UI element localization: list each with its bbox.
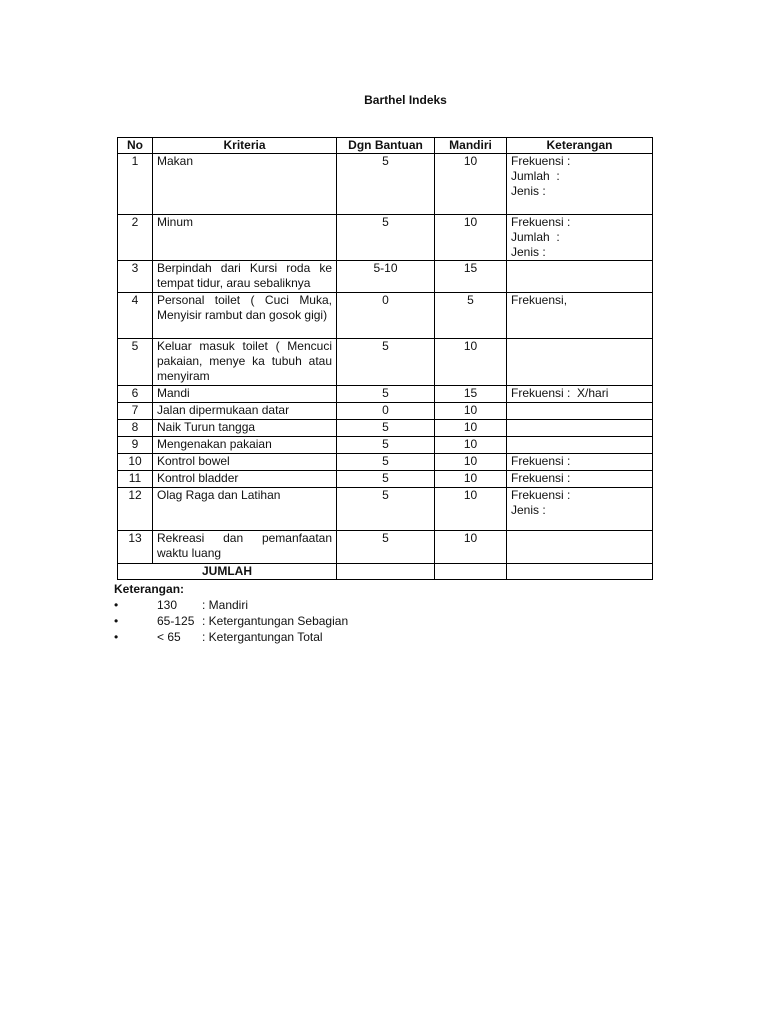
table-row	[118, 215, 653, 261]
row-dgn-bantuan: 5	[337, 386, 435, 403]
total-mandiri-cell	[435, 564, 507, 580]
keterangan-line: Frekuensi,	[511, 293, 568, 307]
legend-description: : Mandiri	[202, 598, 249, 612]
document-title: Barthel Indeks	[364, 93, 447, 107]
legend-range: 65-125	[157, 614, 195, 628]
row-number: 5	[118, 339, 153, 386]
row-keterangan	[507, 386, 653, 403]
row-kriteria: Personal toilet ( Cuci Muka, Menyisir rambut dan gosok gigi)	[153, 293, 337, 339]
row-dgn-bantuan: 5	[337, 471, 435, 488]
row-keterangan	[507, 488, 653, 531]
row-keterangan	[507, 454, 653, 471]
keterangan-line: Frekuensi :	[511, 471, 571, 485]
barthel-index-table	[117, 137, 653, 580]
row-mandiri: 15	[435, 261, 507, 293]
row-keterangan	[507, 531, 653, 564]
row-keterangan	[507, 403, 653, 420]
row-keterangan	[507, 293, 653, 339]
table-row	[118, 531, 653, 564]
table-row	[118, 454, 653, 471]
row-mandiri: 10	[435, 403, 507, 420]
row-kriteria: Naik Turun tangga	[153, 420, 337, 437]
row-number: 13	[118, 531, 153, 564]
legend-item	[114, 598, 249, 614]
bullet-icon: •	[114, 614, 119, 628]
row-keterangan	[507, 471, 653, 488]
row-number: 3	[118, 261, 153, 293]
bullet-icon: •	[114, 598, 119, 612]
header-dgn-bantuan: Dgn Bantuan	[337, 138, 435, 154]
keterangan-line: Frekuensi :	[511, 454, 571, 468]
row-dgn-bantuan: 5-10	[337, 261, 435, 293]
total-row	[118, 564, 653, 580]
row-number: 4	[118, 293, 153, 339]
row-mandiri: 10	[435, 531, 507, 564]
row-dgn-bantuan: 5	[337, 454, 435, 471]
row-number: 7	[118, 403, 153, 420]
legend-range: 130	[157, 598, 178, 612]
row-dgn-bantuan: 0	[337, 293, 435, 339]
legend-description: : Ketergantungan Total	[202, 630, 323, 644]
row-keterangan	[507, 215, 653, 261]
row-mandiri: 15	[435, 386, 507, 403]
keterangan-line: Frekuensi :	[511, 215, 571, 229]
table-row	[118, 437, 653, 454]
row-number: 1	[118, 154, 153, 215]
keterangan-line: Jenis :	[511, 503, 546, 517]
bullet-icon: •	[114, 630, 119, 644]
row-kriteria: Minum	[153, 215, 337, 261]
row-kriteria: Jalan dipermukaan datar	[153, 403, 337, 420]
row-dgn-bantuan: 5	[337, 154, 435, 215]
row-number: 9	[118, 437, 153, 454]
keterangan-line: Frekuensi :	[511, 488, 571, 502]
table-row	[118, 471, 653, 488]
row-dgn-bantuan: 5	[337, 531, 435, 564]
row-kriteria: Mengenakan pakaian	[153, 437, 337, 454]
keterangan-line: Jumlah :	[511, 169, 560, 183]
row-number: 6	[118, 386, 153, 403]
row-keterangan	[507, 420, 653, 437]
row-kriteria: Kontrol bladder	[153, 471, 337, 488]
table-row	[118, 488, 653, 531]
row-keterangan	[507, 437, 653, 454]
row-dgn-bantuan: 5	[337, 420, 435, 437]
row-mandiri: 10	[435, 215, 507, 261]
row-kriteria: Olag Raga dan Latihan	[153, 488, 337, 531]
row-mandiri: 10	[435, 154, 507, 215]
keterangan-line: Jumlah :	[511, 230, 560, 244]
row-keterangan	[507, 154, 653, 215]
row-number: 12	[118, 488, 153, 531]
table-row	[118, 154, 653, 215]
row-mandiri: 10	[435, 454, 507, 471]
keterangan-line: Frekuensi : X/hari	[511, 386, 609, 400]
row-number: 8	[118, 420, 153, 437]
table-body	[118, 154, 653, 564]
header-mandiri: Mandiri	[435, 138, 507, 154]
row-dgn-bantuan: 5	[337, 488, 435, 531]
row-kriteria: Berpindah dari Kursi roda ke tempat tidur, arau sebaliknya	[153, 261, 337, 293]
row-keterangan	[507, 261, 653, 293]
row-mandiri: 5	[435, 293, 507, 339]
row-kriteria: Mandi	[153, 386, 337, 403]
row-mandiri: 10	[435, 488, 507, 531]
table-header-row	[118, 138, 653, 154]
keterangan-line: Jenis :	[511, 184, 546, 198]
legend-item	[114, 630, 323, 646]
header-kriteria: Kriteria	[153, 138, 337, 154]
header-keterangan: Keterangan	[507, 138, 653, 154]
row-number: 11	[118, 471, 153, 488]
total-keterangan-cell	[507, 564, 653, 580]
row-dgn-bantuan: 5	[337, 215, 435, 261]
row-mandiri: 10	[435, 437, 507, 454]
row-dgn-bantuan: 0	[337, 403, 435, 420]
table-row	[118, 261, 653, 293]
row-mandiri: 10	[435, 471, 507, 488]
legend-description: : Ketergantungan Sebagian	[202, 614, 349, 628]
table-row	[118, 293, 653, 339]
table-row	[118, 420, 653, 437]
legend-list	[114, 598, 349, 646]
row-kriteria: Keluar masuk toilet ( Mencuci pakaian, menye ka tubuh atau menyiram	[153, 339, 337, 386]
row-kriteria: Kontrol bowel	[153, 454, 337, 471]
legend-range: < 65	[157, 630, 181, 644]
row-number: 10	[118, 454, 153, 471]
keterangan-line: Frekuensi :	[511, 154, 571, 168]
legend	[114, 582, 349, 646]
header-no: No	[118, 138, 153, 154]
row-mandiri: 10	[435, 339, 507, 386]
table-row	[118, 403, 653, 420]
table-row	[118, 386, 653, 403]
row-kriteria: Rekreasi dan pemanfaatan waktu luang	[153, 531, 337, 564]
row-number: 2	[118, 215, 153, 261]
row-keterangan	[507, 339, 653, 386]
row-dgn-bantuan: 5	[337, 339, 435, 386]
row-kriteria: Makan	[153, 154, 337, 215]
total-bantuan-cell	[337, 564, 435, 580]
row-dgn-bantuan: 5	[337, 437, 435, 454]
legend-item	[114, 614, 349, 630]
legend-title: Keterangan:	[114, 582, 185, 596]
table-row	[118, 339, 653, 386]
row-mandiri: 10	[435, 420, 507, 437]
keterangan-line: Jenis :	[511, 245, 546, 259]
total-label: JUMLAH	[118, 564, 337, 580]
